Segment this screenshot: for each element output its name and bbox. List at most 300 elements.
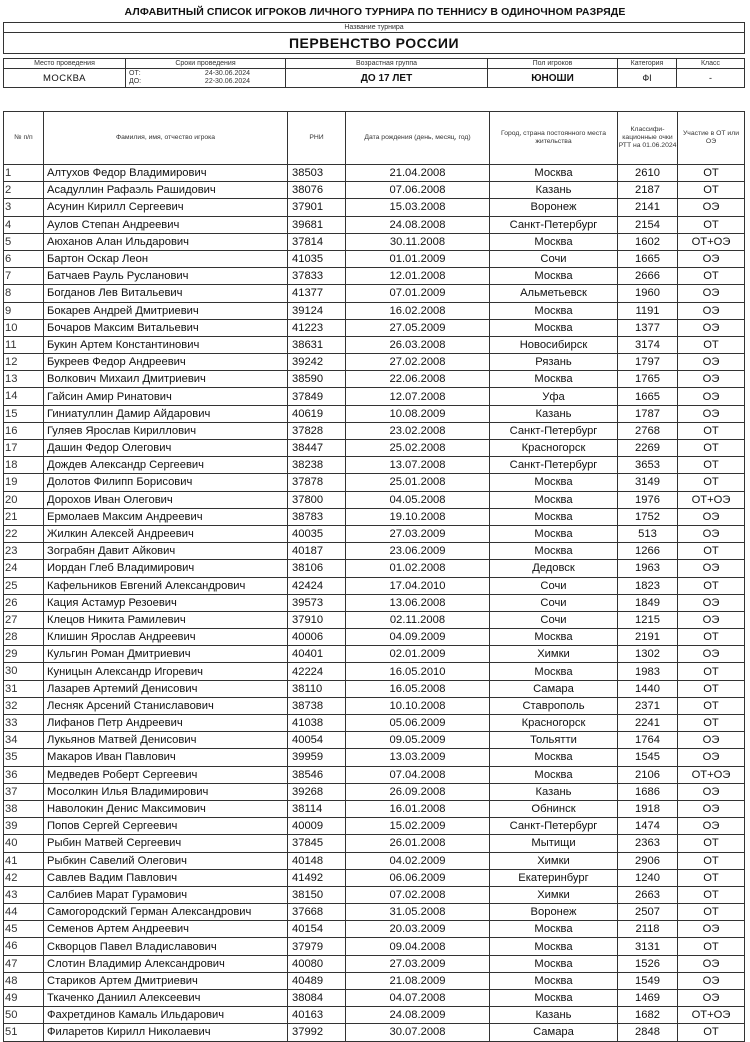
- participation: ОЭ: [678, 646, 745, 663]
- birth-date: 17.04.2010: [346, 577, 490, 594]
- rating-points: 2906: [618, 852, 678, 869]
- player-name: Салбиев Марат Гурамович: [44, 886, 288, 903]
- table-row: [4, 611, 745, 628]
- city: Москва: [490, 508, 618, 525]
- table-row: [4, 783, 745, 800]
- birth-date: 23.06.2009: [346, 543, 490, 560]
- participation: ОТ: [678, 680, 745, 697]
- player-rni: 38631: [288, 336, 346, 353]
- player-name: Дашин Федор Олегович: [44, 440, 288, 457]
- birth-date: 21.08.2009: [346, 972, 490, 989]
- table-row: [4, 405, 745, 422]
- player-rni: 37668: [288, 904, 346, 921]
- player-name: Мосолкин Илья Владимирович: [44, 783, 288, 800]
- player-name: Лифанов Петр Андреевич: [44, 715, 288, 732]
- rating-points: 2848: [618, 1024, 678, 1041]
- player-name: Дождев Александр Сергеевич: [44, 457, 288, 474]
- participation: ОТ: [678, 543, 745, 560]
- table-row: [4, 233, 745, 250]
- table-row: [4, 886, 745, 903]
- player-name: Попов Сергей Сергеевич: [44, 818, 288, 835]
- category-label: Категория: [618, 59, 677, 69]
- rating-points: 2507: [618, 904, 678, 921]
- birth-date: 26.09.2008: [346, 783, 490, 800]
- birth-date: 04.02.2009: [346, 852, 490, 869]
- player-rni: 41038: [288, 715, 346, 732]
- row-number: 45: [4, 921, 44, 938]
- rating-points: 2610: [618, 165, 678, 182]
- row-number: 29: [4, 646, 44, 663]
- table-row: [4, 388, 745, 405]
- row-number: 13: [4, 371, 44, 388]
- player-rni: 40035: [288, 525, 346, 542]
- player-rni: 38738: [288, 697, 346, 714]
- rating-points: 2141: [618, 199, 678, 216]
- city: Химки: [490, 886, 618, 903]
- city: Москва: [490, 629, 618, 646]
- table-row: [4, 955, 745, 972]
- rating-points: 1377: [618, 319, 678, 336]
- table-row: [4, 732, 745, 749]
- table-row: [4, 285, 745, 302]
- table-row: [4, 525, 745, 542]
- player-rni: 38150: [288, 886, 346, 903]
- dates-label: Сроки проведения: [126, 59, 286, 69]
- col-name: Фамилия, имя, отчество игрока: [44, 112, 288, 165]
- venue-label: Место проведения: [4, 59, 126, 69]
- table-row: [4, 1007, 745, 1024]
- table-row: [4, 869, 745, 886]
- rating-points: 2269: [618, 440, 678, 457]
- participation: ОЭ: [678, 921, 745, 938]
- birth-date: 09.05.2009: [346, 732, 490, 749]
- birth-date: 07.02.2008: [346, 886, 490, 903]
- participation: ОЭ: [678, 285, 745, 302]
- player-rni: 37814: [288, 233, 346, 250]
- rating-points: 513: [618, 525, 678, 542]
- city: Рязань: [490, 354, 618, 371]
- participation: ОТ: [678, 577, 745, 594]
- venue-value: МОСКВА: [4, 69, 126, 88]
- player-rni: 37845: [288, 835, 346, 852]
- player-rni: 42224: [288, 663, 346, 680]
- gender-label: Пол игроков: [488, 59, 618, 69]
- participation: ОЭ: [678, 302, 745, 319]
- birth-date: 31.05.2008: [346, 904, 490, 921]
- birth-date: 30.07.2008: [346, 1024, 490, 1041]
- birth-date: 27.03.2009: [346, 955, 490, 972]
- player-rni: 40619: [288, 405, 346, 422]
- player-rni: 37833: [288, 268, 346, 285]
- participation: ОЭ: [678, 525, 745, 542]
- player-rni: 38238: [288, 457, 346, 474]
- row-number: 40: [4, 835, 44, 852]
- birth-date: 01.02.2008: [346, 560, 490, 577]
- table-row: [4, 543, 745, 560]
- row-number: 47: [4, 955, 44, 972]
- city: Москва: [490, 474, 618, 491]
- birth-date: 16.05.2010: [346, 663, 490, 680]
- player-rni: 40148: [288, 852, 346, 869]
- city: Москва: [490, 921, 618, 938]
- participation: ОЭ: [678, 990, 745, 1007]
- row-number: 31: [4, 680, 44, 697]
- participation: ОТ: [678, 474, 745, 491]
- player-name: Гуляев Ярослав Кириллович: [44, 422, 288, 439]
- rating-points: 3653: [618, 457, 678, 474]
- table-row: [4, 800, 745, 817]
- row-number: 24: [4, 560, 44, 577]
- birth-date: 04.09.2009: [346, 629, 490, 646]
- player-name: Медведев Роберт Сергеевич: [44, 766, 288, 783]
- tournament-name: ПЕРВЕНСТВО РОССИИ: [4, 33, 745, 54]
- row-number: 7: [4, 268, 44, 285]
- player-name: Куницын Александр Игоревич: [44, 663, 288, 680]
- table-row: [4, 182, 745, 199]
- row-number: 12: [4, 354, 44, 371]
- table-row: [4, 990, 745, 1007]
- birth-date: 26.03.2008: [346, 336, 490, 353]
- city: Москва: [490, 749, 618, 766]
- row-number: 4: [4, 216, 44, 233]
- participation: ОТ: [678, 938, 745, 955]
- player-rni: 40080: [288, 955, 346, 972]
- city: Альметьевск: [490, 285, 618, 302]
- table-row: [4, 199, 745, 216]
- city: Екатеринбург: [490, 869, 618, 886]
- player-rni: 38114: [288, 800, 346, 817]
- city: Москва: [490, 165, 618, 182]
- row-number: 48: [4, 972, 44, 989]
- participation: ОТ: [678, 663, 745, 680]
- document-title: АЛФАВИТНЫЙ СПИСОК ИГРОКОВ ЛИЧНОГО ТУРНИРА ПО ТЕННИСУ В ОДИНОЧНОМ РАЗРЯДЕ: [124, 6, 626, 18]
- city: Москва: [490, 663, 618, 680]
- row-number: 19: [4, 474, 44, 491]
- participation: ОТ+ОЭ: [678, 1007, 745, 1024]
- birth-date: 19.10.2008: [346, 508, 490, 525]
- row-number: 21: [4, 508, 44, 525]
- to-label: ДО:: [129, 78, 142, 85]
- table-row: [4, 680, 745, 697]
- participation: ОЭ: [678, 319, 745, 336]
- player-rni: 38503: [288, 165, 346, 182]
- rating-points: 2768: [618, 422, 678, 439]
- city: Москва: [490, 371, 618, 388]
- player-rni: 41377: [288, 285, 346, 302]
- table-row: [4, 319, 745, 336]
- city: Сочи: [490, 611, 618, 628]
- city: Красногорск: [490, 715, 618, 732]
- player-name: Дорохов Иван Олегович: [44, 491, 288, 508]
- city: Воронеж: [490, 199, 618, 216]
- table-row: [4, 491, 745, 508]
- player-rni: 38447: [288, 440, 346, 457]
- player-rni: 37979: [288, 938, 346, 955]
- table-row: [4, 852, 745, 869]
- player-name: Лукьянов Матвей Денисович: [44, 732, 288, 749]
- rating-points: 2663: [618, 886, 678, 903]
- city: Ставрополь: [490, 697, 618, 714]
- birth-date: 12.01.2008: [346, 268, 490, 285]
- player-name: Стариков Артем Дмитриевич: [44, 972, 288, 989]
- row-number: 51: [4, 1024, 44, 1041]
- rating-points: 2191: [618, 629, 678, 646]
- table-row: [4, 818, 745, 835]
- rating-points: 1682: [618, 1007, 678, 1024]
- player-rni: 37992: [288, 1024, 346, 1041]
- player-name: Макаров Иван Павлович: [44, 749, 288, 766]
- table-row: [4, 904, 745, 921]
- gender-value: ЮНОШИ: [488, 69, 618, 88]
- age-group-value: ДО 17 ЛЕТ: [286, 69, 488, 88]
- table-row: [4, 371, 745, 388]
- city: Казань: [490, 182, 618, 199]
- player-name: Савлев Вадим Павлович: [44, 869, 288, 886]
- class-value: -: [677, 69, 745, 88]
- table-row: [4, 766, 745, 783]
- row-number: 39: [4, 818, 44, 835]
- player-name: Наволокин Денис Максимович: [44, 800, 288, 817]
- participation: ОЭ: [678, 508, 745, 525]
- player-name: Ермолаев Максим Андреевич: [44, 508, 288, 525]
- player-name: Бочаров Максим Витальевич: [44, 319, 288, 336]
- player-rni: 39573: [288, 594, 346, 611]
- row-number: 49: [4, 990, 44, 1007]
- table-row: [4, 354, 745, 371]
- row-number: 16: [4, 422, 44, 439]
- participation: ОЭ: [678, 354, 745, 371]
- row-number: 32: [4, 697, 44, 714]
- row-number: 25: [4, 577, 44, 594]
- participation: ОЭ: [678, 250, 745, 267]
- table-row: [4, 972, 745, 989]
- row-number: 30: [4, 663, 44, 680]
- player-name: Слотин Владимир Александрович: [44, 955, 288, 972]
- row-number: 44: [4, 904, 44, 921]
- player-rni: 37800: [288, 491, 346, 508]
- table-row: [4, 1024, 745, 1041]
- city: Москва: [490, 766, 618, 783]
- participation: ОЭ: [678, 800, 745, 817]
- participation: ОТ: [678, 268, 745, 285]
- participation: ОТ: [678, 886, 745, 903]
- rating-points: 1960: [618, 285, 678, 302]
- rating-points: 1665: [618, 388, 678, 405]
- row-number: 43: [4, 886, 44, 903]
- col-participation: Участие в ОТ или ОЭ: [678, 112, 745, 165]
- city: Москва: [490, 268, 618, 285]
- rating-points: 1983: [618, 663, 678, 680]
- class-label: Класс: [677, 59, 745, 69]
- rating-points: 1215: [618, 611, 678, 628]
- player-name: Бартон Оскар Леон: [44, 250, 288, 267]
- participation: ОТ: [678, 440, 745, 457]
- player-rni: 37828: [288, 422, 346, 439]
- rating-points: 2666: [618, 268, 678, 285]
- city: Мытищи: [490, 835, 618, 852]
- city: Обнинск: [490, 800, 618, 817]
- participation: ОТ: [678, 835, 745, 852]
- city: Москва: [490, 938, 618, 955]
- birth-date: 15.02.2009: [346, 818, 490, 835]
- table-row: [4, 440, 745, 457]
- rating-points: 2154: [618, 216, 678, 233]
- birth-date: 27.02.2008: [346, 354, 490, 371]
- player-rni: 40154: [288, 921, 346, 938]
- player-name: Букин Артем Константинович: [44, 336, 288, 353]
- player-rni: 39242: [288, 354, 346, 371]
- birth-date: 04.05.2008: [346, 491, 490, 508]
- table-row: [4, 216, 745, 233]
- row-number: 46: [4, 938, 44, 955]
- player-name: Лесняк Арсений Станиславович: [44, 697, 288, 714]
- city: Уфа: [490, 388, 618, 405]
- participation: ОТ: [678, 1024, 745, 1041]
- rating-points: 2118: [618, 921, 678, 938]
- player-name: Кафельников Евгений Александрович: [44, 577, 288, 594]
- table-row: [4, 457, 745, 474]
- row-number: 15: [4, 405, 44, 422]
- city: Воронеж: [490, 904, 618, 921]
- city: Самара: [490, 680, 618, 697]
- birth-date: 02.01.2009: [346, 646, 490, 663]
- row-number: 1: [4, 165, 44, 182]
- rating-points: 1686: [618, 783, 678, 800]
- row-number: 35: [4, 749, 44, 766]
- player-rni: 41492: [288, 869, 346, 886]
- birth-date: 09.04.2008: [346, 938, 490, 955]
- player-name: Букреев Федор Андреевич: [44, 354, 288, 371]
- row-number: 36: [4, 766, 44, 783]
- dates-cell: [126, 69, 286, 88]
- player-name: Кульгин Роман Дмитриевич: [44, 646, 288, 663]
- city: Новосибирск: [490, 336, 618, 353]
- player-name: Богданов Лев Витальевич: [44, 285, 288, 302]
- row-number: 20: [4, 491, 44, 508]
- city: Тольятти: [490, 732, 618, 749]
- city: Москва: [490, 972, 618, 989]
- rating-points: 1469: [618, 990, 678, 1007]
- participation: ОТ: [678, 715, 745, 732]
- birth-date: 16.01.2008: [346, 800, 490, 817]
- rating-points: 1765: [618, 371, 678, 388]
- rating-points: 2187: [618, 182, 678, 199]
- city: Москва: [490, 491, 618, 508]
- table-row: [4, 749, 745, 766]
- participation: ОТ: [678, 182, 745, 199]
- player-rni: 40054: [288, 732, 346, 749]
- participation: ОЭ: [678, 749, 745, 766]
- player-name: Рыбкин Савелий Олегович: [44, 852, 288, 869]
- from-label: ОТ:: [129, 70, 141, 77]
- col-points: Классифи-кационные очки РТТ на 01.06.2024: [618, 112, 678, 165]
- players-table: [3, 111, 745, 1042]
- participation: ОЭ: [678, 818, 745, 835]
- player-rni: 37878: [288, 474, 346, 491]
- table-row: [4, 938, 745, 955]
- birth-date: 26.01.2008: [346, 835, 490, 852]
- from-date: 24-30.06.2024: [204, 70, 251, 77]
- player-rni: 39681: [288, 216, 346, 233]
- rating-points: 2371: [618, 697, 678, 714]
- player-name: Аюханов Алан Ильдарович: [44, 233, 288, 250]
- player-name: Кация Астамур Резоевич: [44, 594, 288, 611]
- birth-date: 10.10.2008: [346, 697, 490, 714]
- participation: ОТ: [678, 457, 745, 474]
- player-rni: 38590: [288, 371, 346, 388]
- table-row: [4, 268, 745, 285]
- rating-points: 1545: [618, 749, 678, 766]
- participation: ОТ: [678, 336, 745, 353]
- row-number: 37: [4, 783, 44, 800]
- participation: ОЭ: [678, 199, 745, 216]
- city: Сочи: [490, 250, 618, 267]
- city: Сочи: [490, 594, 618, 611]
- player-rni: 38783: [288, 508, 346, 525]
- rating-points: 1474: [618, 818, 678, 835]
- to-date: 22-30.06.2024: [204, 78, 251, 85]
- birth-date: 25.02.2008: [346, 440, 490, 457]
- rating-points: 1787: [618, 405, 678, 422]
- birth-date: 15.03.2008: [346, 199, 490, 216]
- birth-date: 07.01.2009: [346, 285, 490, 302]
- rating-points: 1240: [618, 869, 678, 886]
- player-name: Зограбян Давит Айкович: [44, 543, 288, 560]
- player-name: Фахретдинов Камаль Ильдарович: [44, 1007, 288, 1024]
- table-row: [4, 165, 745, 182]
- birth-date: 27.03.2009: [346, 525, 490, 542]
- row-number: 22: [4, 525, 44, 542]
- rating-points: 1191: [618, 302, 678, 319]
- rating-points: 1764: [618, 732, 678, 749]
- player-rni: 40401: [288, 646, 346, 663]
- birth-date: 16.02.2008: [346, 302, 490, 319]
- player-rni: 41223: [288, 319, 346, 336]
- rating-points: 2363: [618, 835, 678, 852]
- city: Химки: [490, 852, 618, 869]
- table-row: [4, 422, 745, 439]
- rating-points: 1976: [618, 491, 678, 508]
- player-name: Гайсин Амир Ринатович: [44, 388, 288, 405]
- table-row: [4, 250, 745, 267]
- player-rni: 38546: [288, 766, 346, 783]
- player-name: Долотов Филипп Борисович: [44, 474, 288, 491]
- player-name: Асадуллин Рафаэль Рашидович: [44, 182, 288, 199]
- rating-points: 1302: [618, 646, 678, 663]
- player-rni: 42424: [288, 577, 346, 594]
- row-number: 27: [4, 611, 44, 628]
- city: Москва: [490, 955, 618, 972]
- player-name: Филаретов Кирилл Николаевич: [44, 1024, 288, 1041]
- city: Москва: [490, 319, 618, 336]
- row-number: 18: [4, 457, 44, 474]
- col-rni: РНИ: [288, 112, 346, 165]
- rating-points: 1849: [618, 594, 678, 611]
- player-rni: 39268: [288, 783, 346, 800]
- col-birthdate: Дата рождения (день, месяц, год): [346, 112, 490, 165]
- birth-date: 01.01.2009: [346, 250, 490, 267]
- row-number: 5: [4, 233, 44, 250]
- table-row: [4, 474, 745, 491]
- player-rni: 38106: [288, 560, 346, 577]
- rating-points: 2241: [618, 715, 678, 732]
- city: Москва: [490, 302, 618, 319]
- player-name: Рыбин Матвей Сергеевич: [44, 835, 288, 852]
- player-rni: 38076: [288, 182, 346, 199]
- table-row: [4, 560, 745, 577]
- rating-points: 1440: [618, 680, 678, 697]
- row-number: 2: [4, 182, 44, 199]
